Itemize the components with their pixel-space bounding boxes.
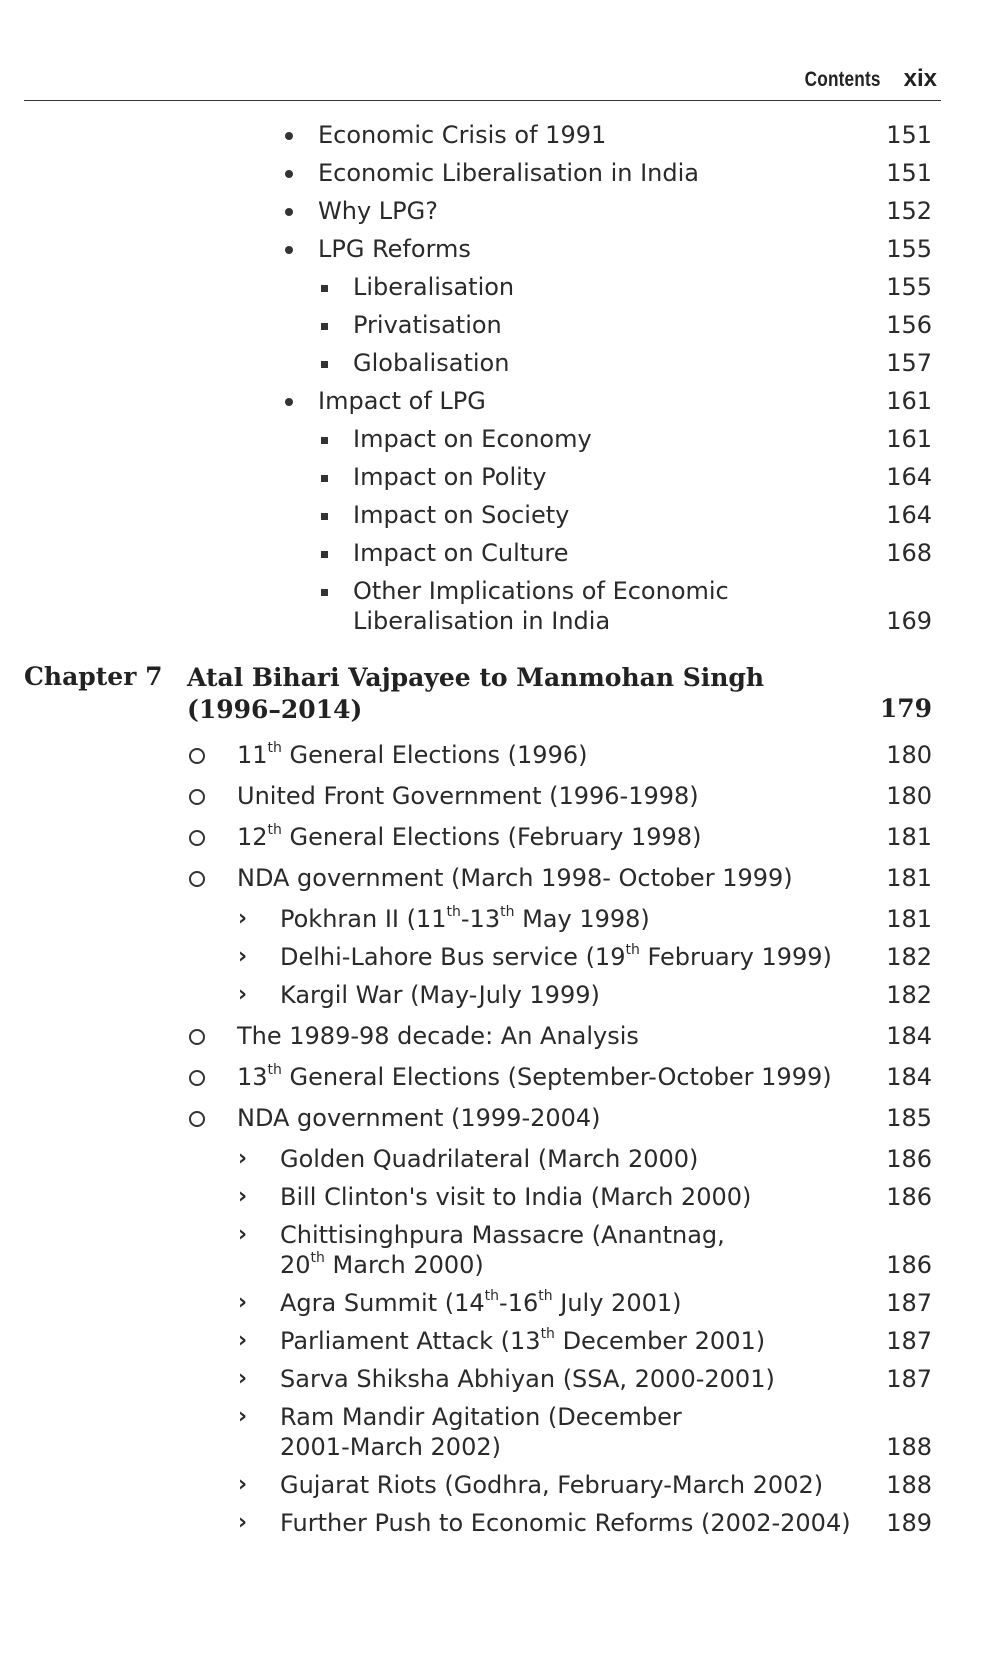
- bullet-circle-icon: [189, 789, 205, 805]
- toc-entry-title: Other Implications of Economic: [353, 577, 729, 605]
- bullet-chevron-icon: ›: [238, 906, 248, 931]
- bullet-square-icon: [321, 513, 328, 520]
- toc-entry-page: 187: [886, 1289, 932, 1317]
- toc-entry-title: Pokhran II (11th-13th May 1998): [280, 904, 650, 933]
- toc-entry-page: 187: [886, 1365, 932, 1393]
- toc-entry-title: United Front Government (1996-1998): [237, 782, 699, 810]
- toc-entry-title: 11th General Elections (1996): [237, 740, 588, 769]
- chapter-page-number: 179: [879, 694, 932, 723]
- toc-entry-title: Impact on Economy: [353, 425, 592, 453]
- bullet-square-icon: [321, 323, 328, 330]
- toc-entry-page: 180: [886, 741, 932, 769]
- bullet-chevron-icon: ›: [238, 1404, 248, 1429]
- toc-entry-page: 152: [886, 197, 932, 225]
- bullet-chevron-icon: ›: [238, 1184, 248, 1209]
- toc-entry-page: 151: [886, 121, 932, 149]
- toc-entry-title: Impact on Culture: [353, 539, 569, 567]
- bullet-circle-icon: [189, 1111, 205, 1127]
- toc-entry-title: Economic Liberalisation in India: [318, 159, 699, 187]
- toc-entry-title: Bill Clinton's visit to India (March 2000): [280, 1183, 752, 1211]
- toc-entry-title: Globalisation: [353, 349, 510, 377]
- toc-entry-title: The 1989-98 decade: An Analysis: [237, 1022, 639, 1050]
- toc-entry-page: 168: [886, 539, 932, 567]
- toc-entry-page: 184: [886, 1063, 932, 1091]
- toc-entry-page: 164: [886, 463, 932, 491]
- bullet-circle-icon: [189, 1070, 205, 1086]
- toc-entry-page: 151: [886, 159, 932, 187]
- bullet-chevron-icon: ›: [238, 1366, 248, 1391]
- toc-entry-title: Impact on Society: [353, 501, 570, 529]
- header-section-label: Contents: [805, 68, 881, 91]
- toc-entry-page: 186: [886, 1251, 932, 1279]
- bullet-dot-icon: [285, 170, 293, 178]
- toc-entry-title: Economic Crisis of 1991: [318, 121, 607, 149]
- toc-entry-page: 169: [886, 607, 932, 635]
- toc-entry-page: 184: [886, 1022, 932, 1050]
- toc-entry-page: 187: [886, 1327, 932, 1355]
- toc-entry-title: Kargil War (May-July 1999): [280, 981, 600, 1009]
- toc-entry-page: 155: [886, 273, 932, 301]
- toc-entry-page: 181: [886, 823, 932, 851]
- toc-entry-page: 186: [886, 1145, 932, 1173]
- toc-entry-page: 157: [886, 349, 932, 377]
- toc-entry-page: 185: [886, 1104, 932, 1132]
- bullet-chevron-icon: ›: [238, 1146, 248, 1171]
- toc-entry-page: 180: [886, 782, 932, 810]
- toc-entry-title: Delhi-Lahore Bus service (19th February 1999): [280, 942, 832, 971]
- chapter-title-line2: (1996–2014): [187, 695, 363, 724]
- toc-entry-page: 161: [886, 387, 932, 415]
- bullet-dot-icon: [285, 246, 293, 254]
- toc-entry-page: 182: [886, 981, 932, 1009]
- toc-entry-title: Impact of LPG: [318, 387, 486, 415]
- bullet-circle-icon: [189, 830, 205, 846]
- toc-entry-title: LPG Reforms: [318, 235, 471, 263]
- header-page-number: xix: [903, 65, 937, 92]
- bullet-square-icon: [321, 589, 328, 596]
- bullet-chevron-icon: ›: [238, 1222, 248, 1247]
- toc-entry-title: Parliament Attack (13th December 2001): [280, 1326, 766, 1355]
- toc-entry-page: 181: [886, 905, 932, 933]
- bullet-circle-icon: [189, 871, 205, 887]
- chapter-label: Chapter 7: [24, 662, 163, 691]
- toc-entry-title: Impact on Polity: [353, 463, 547, 491]
- toc-entry-title-continued: Liberalisation in India: [353, 607, 611, 635]
- bullet-chevron-icon: ›: [238, 1290, 248, 1315]
- toc-entry-title: Chittisinghpura Massacre (Anantnag,: [280, 1221, 725, 1249]
- toc-entry-title-continued: 2001-March 2002): [280, 1433, 501, 1461]
- toc-entry-page: 164: [886, 501, 932, 529]
- bullet-circle-icon: [189, 748, 205, 764]
- toc-entry-title: 13th General Elections (September-October 1999): [237, 1062, 832, 1091]
- toc-entry-title: NDA government (March 1998- October 1999): [237, 864, 793, 892]
- toc-entry-title: Agra Summit (14th-16th July 2001): [280, 1288, 682, 1317]
- bullet-square-icon: [321, 475, 328, 482]
- bullet-dot-icon: [285, 132, 293, 140]
- chapter-title-line1: Atal Bihari Vajpayee to Manmohan Singh: [187, 663, 765, 692]
- bullet-chevron-icon: ›: [238, 982, 248, 1007]
- bullet-dot-icon: [285, 398, 293, 406]
- bullet-chevron-icon: ›: [238, 944, 248, 969]
- toc-entry-title: Liberalisation: [353, 273, 515, 301]
- toc-entry-page: 181: [886, 864, 932, 892]
- toc-entry-title: Why LPG?: [318, 197, 438, 225]
- toc-entry-page: 188: [886, 1433, 932, 1461]
- bullet-square-icon: [321, 361, 328, 368]
- toc-entry-page: 189: [886, 1509, 932, 1537]
- bullet-dot-icon: [285, 208, 293, 216]
- toc-entry-title: Golden Quadrilateral (March 2000): [280, 1145, 699, 1173]
- bullet-square-icon: [321, 437, 328, 444]
- bullet-chevron-icon: ›: [238, 1510, 248, 1535]
- bullet-square-icon: [321, 551, 328, 558]
- toc-entry-page: 182: [886, 943, 932, 971]
- running-header: [24, 64, 941, 101]
- toc-entry-page: 188: [886, 1471, 932, 1499]
- toc-entry-page: 186: [886, 1183, 932, 1211]
- toc-entry-title-continued: 20th March 2000): [280, 1250, 484, 1279]
- toc-entry-title: Ram Mandir Agitation (December: [280, 1403, 682, 1431]
- bullet-square-icon: [321, 285, 328, 292]
- toc-entry-page: 161: [886, 425, 932, 453]
- toc-entry-title: Further Push to Economic Reforms (2002-2004): [280, 1509, 851, 1537]
- bullet-chevron-icon: ›: [238, 1328, 248, 1353]
- bullet-circle-icon: [189, 1029, 205, 1045]
- toc-entry-title: Privatisation: [353, 311, 502, 339]
- toc-entry-title: NDA government (1999-2004): [237, 1104, 601, 1132]
- toc-entry-page: 155: [886, 235, 932, 263]
- toc-entry-title: Sarva Shiksha Abhiyan (SSA, 2000-2001): [280, 1365, 775, 1393]
- toc-entry-page: 156: [886, 311, 932, 339]
- bullet-chevron-icon: ›: [238, 1472, 248, 1497]
- toc-entry-title: 12th General Elections (February 1998): [237, 822, 702, 851]
- toc-entry-title: Gujarat Riots (Godhra, February-March 2002): [280, 1471, 824, 1499]
